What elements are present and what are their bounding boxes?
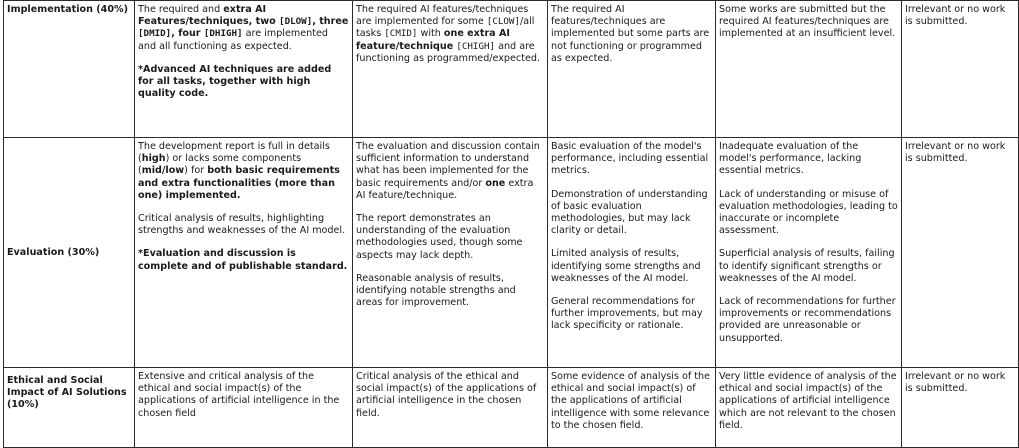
cell-implementation-level-4 xyxy=(716,1,902,138)
cell-paragraph xyxy=(551,248,712,285)
cell-paragraph xyxy=(551,296,712,333)
text-segment: *Evaluation and discussion is complete and of publishable standard. xyxy=(138,248,348,272)
text-segment: both basic requirements and extra functionalities (more than one) implemented. xyxy=(138,165,340,201)
criterion-evaluation: Evaluation (30%) xyxy=(4,138,135,368)
text-segment: Some evidence of analysis of the ethical and social impact(s) of the applications of artificial intelligence with some relevance to the chosen field. xyxy=(551,371,711,431)
text-segment: , three xyxy=(312,16,349,28)
cell-implementation-level-2 xyxy=(353,1,548,138)
cell-paragraph xyxy=(719,141,898,178)
text-segment: The required AI features/techniques are implemented but some parts are not functioning or programmed as expected. xyxy=(551,4,710,64)
criterion-implementation: Implementation (40%) xyxy=(4,1,135,138)
cell-paragraph xyxy=(138,248,349,272)
cell-evaluation-level-3 xyxy=(548,138,716,368)
text-segment: [CLOW] xyxy=(486,16,520,28)
cell-paragraph xyxy=(905,4,1015,28)
text-segment: Very little evidence of analysis of the ethical and social impact(s) of the applications of artificial intelligence which are not relevant to the chosen field. xyxy=(719,371,897,431)
text-segment: Critical analysis of results, highlighting strengths and weaknesses of the AI model. xyxy=(138,213,346,237)
cell-paragraph xyxy=(719,371,898,432)
text-segment: and are functioning as programmed/expected. xyxy=(356,40,541,64)
cell-paragraph xyxy=(551,371,712,432)
cell-paragraph xyxy=(138,213,349,237)
text-segment: [DMID] xyxy=(138,28,172,40)
text-segment: [DLOW] xyxy=(279,16,313,28)
text-segment: The development report is full in details ( xyxy=(138,141,330,165)
cell-ethical-level-2 xyxy=(353,368,548,448)
cell-implementation-level-1 xyxy=(135,1,353,138)
text-segment: Irrelevant or no work is submitted. xyxy=(905,371,1006,395)
cell-paragraph xyxy=(719,296,898,345)
cell-paragraph xyxy=(905,371,1015,395)
text-segment: Limited analysis of results, identifying some strengths and weaknesses of the AI model. xyxy=(551,248,701,284)
text-segment: /all tasks xyxy=(356,16,535,40)
cell-paragraph xyxy=(719,4,898,41)
cell-paragraph xyxy=(551,141,712,178)
cell-evaluation-level-1 xyxy=(135,138,353,368)
cell-paragraph xyxy=(138,141,349,202)
text-segment: mid/low xyxy=(141,165,185,177)
rubric-row-implementation xyxy=(4,1,1019,138)
cell-paragraph xyxy=(138,4,349,53)
text-segment: are implemented and all functioning as expected. xyxy=(138,28,328,52)
text-segment: high xyxy=(141,153,166,165)
cell-ethical-level-4 xyxy=(716,368,902,448)
cell-paragraph xyxy=(356,4,544,65)
text-segment: [DHIGH] xyxy=(203,28,243,40)
text-segment: Irrelevant or no work is submitted. xyxy=(905,4,1006,28)
text-segment: The report demonstrates an understanding of the evaluation methodologies used, though some aspects may lack depth. xyxy=(356,213,523,261)
text-segment: The required and xyxy=(138,4,224,15)
text-segment: one xyxy=(485,177,506,189)
cell-paragraph xyxy=(138,64,349,101)
criterion-ethical-social-impact: Ethical and Social Impact of AI Solutions (10%) xyxy=(4,368,135,448)
text-segment: [CHIGH] xyxy=(456,40,496,52)
text-segment: Basic evaluation of the model's performance, including essential metrics. xyxy=(551,141,709,177)
cell-implementation-level-5 xyxy=(902,1,1019,138)
text-segment: Some works are submitted but the required AI features/techniques are implemented at an insufficient level. xyxy=(719,4,896,40)
cell-paragraph xyxy=(356,273,544,310)
cell-ethical-level-3 xyxy=(548,368,716,448)
cell-paragraph xyxy=(551,4,712,65)
rubric-row-ethical-social-impact xyxy=(4,368,1019,448)
cell-evaluation-level-5 xyxy=(902,138,1019,368)
cell-paragraph xyxy=(356,371,544,420)
text-segment: *Advanced AI techniques are added for all tasks, together with high quality code. xyxy=(138,63,332,100)
text-segment: [CMID] xyxy=(384,28,418,40)
text-segment: ) for xyxy=(184,165,208,177)
text-segment: The evaluation and discussion contain sufficient information to understand what has been implemented for the basic requirements and/or xyxy=(356,141,540,189)
cell-paragraph xyxy=(356,141,544,202)
text-segment: Lack of understanding or misuse of evaluation methodologies, leading to inaccurate or incomplete assessment. xyxy=(719,188,898,237)
text-segment: Inadequate evaluation of the model's performance, lacking essential metrics. xyxy=(719,141,862,177)
rubric-row-evaluation xyxy=(4,138,1019,368)
text-segment: extra AI Features/techniques, two xyxy=(138,4,280,28)
text-segment: Reasonable analysis of results, identifying notable strengths and areas for improvement. xyxy=(356,272,516,309)
text-segment: Critical analysis of the ethical and social impact(s) of the applications of artificial intelligence in the chosen field. xyxy=(356,371,537,419)
text-segment: , four xyxy=(171,28,204,40)
text-segment: Lack of recommendations for further improvements or recommendations provided are unreasonable or unsupported. xyxy=(719,296,896,344)
cell-paragraph xyxy=(905,141,1015,165)
text-segment: ) or lacks some components ( xyxy=(138,153,302,177)
text-segment: Demonstration of understanding of basic evaluation methodologies, but may lack clarity or detail. xyxy=(551,188,708,237)
rubric-table xyxy=(3,0,1019,448)
text-segment: one extra AI feature/technique xyxy=(356,28,510,52)
cell-ethical-level-1 xyxy=(135,368,353,448)
text-segment: General recommendations for further improvements, but may lack specificity or rationale. xyxy=(551,296,703,332)
cell-ethical-level-5 xyxy=(902,368,1019,448)
cell-paragraph xyxy=(356,213,544,262)
text-segment: Extensive and critical analysis of the ethical and social impact(s) of the applications of artificial intelligence in the chosen field xyxy=(138,371,340,419)
cell-paragraph xyxy=(719,189,898,238)
cell-paragraph xyxy=(138,371,349,420)
text-segment: with xyxy=(417,28,444,40)
text-segment: Irrelevant or no work is submitted. xyxy=(905,141,1006,165)
cell-paragraph xyxy=(719,248,898,285)
cell-paragraph xyxy=(551,189,712,238)
cell-implementation-level-3 xyxy=(548,1,716,138)
text-segment: The required AI features/techniques are implemented for some xyxy=(356,4,529,28)
text-segment: extra AI feature/technique. xyxy=(356,177,534,201)
cell-evaluation-level-4 xyxy=(716,138,902,368)
cell-evaluation-level-2 xyxy=(353,138,548,368)
text-segment: Superficial analysis of results, failing to identify significant strengths or weaknesses of the AI model. xyxy=(719,248,895,284)
